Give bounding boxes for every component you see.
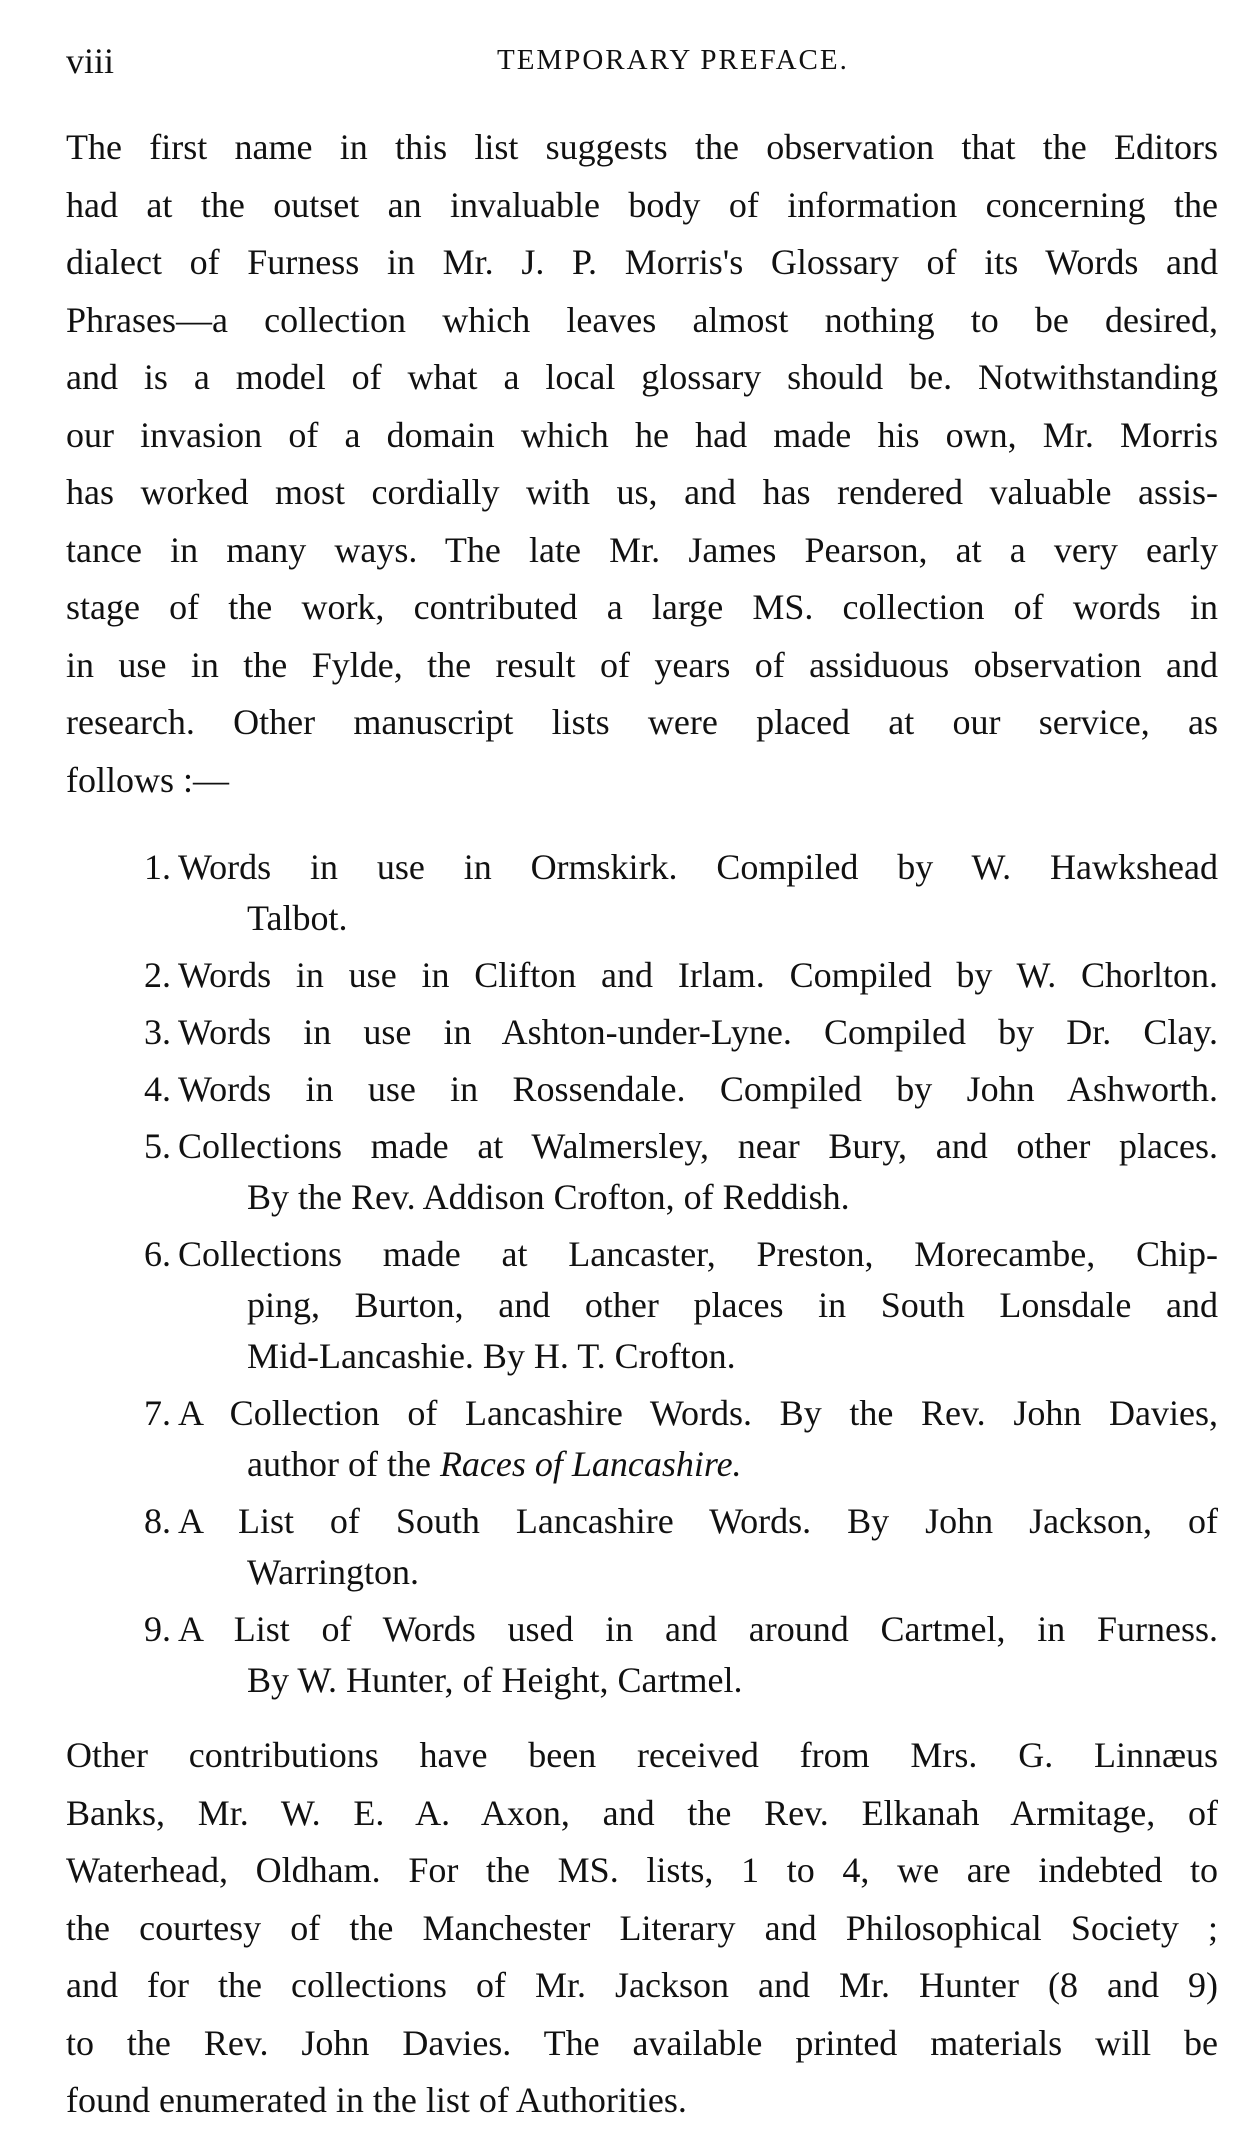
- text-line: Waterhead, Oldham. For the MS. lists, 1 to 4, we are indebted to: [66, 1850, 1218, 1890]
- text-line: the courtesy of the Manchester Literary and Philosophical Society ;: [66, 1907, 1218, 1948]
- list-line: Words in use in Ashton-under-Lyne. Compiled by Dr. Clay.: [178, 1012, 1218, 1052]
- list-line: A List of Words used in and around Cartmel, in Furness.: [178, 1609, 1218, 1649]
- text-line: our invasion of a domain which he had made his own, Mr. Morris: [66, 414, 1218, 455]
- list-line: By the Rev. Addison Crofton, of Reddish.: [247, 1177, 850, 1217]
- text-line: dialect of Furness in Mr. J. P. Morris's Glossary of its Words and: [66, 242, 1218, 282]
- list-number: 5.: [144, 1126, 171, 1166]
- text-line: research. Other manuscript lists were placed at our service, as: [66, 702, 1218, 742]
- text-line: and is a model of what a local glossary should be. Notwithstanding: [66, 357, 1218, 397]
- list-line: Words in use in Clifton and Irlam. Compiled by W. Chorlton.: [178, 955, 1218, 995]
- list-line-text: author of the: [247, 1444, 440, 1484]
- list-line: ping, Burton, and other places in South Lonsdale and: [247, 1285, 1218, 1325]
- text-line: follows :—: [66, 759, 230, 800]
- text-line: The first name in this list suggests the observation that the Editors: [66, 127, 1218, 167]
- list-item: [66, 1604, 1218, 1706]
- list-line: Collections made at Lancaster, Preston, Morecambe, Chip-: [178, 1234, 1218, 1274]
- list-line: Talbot.: [247, 898, 348, 938]
- list-item: [66, 1007, 1218, 1058]
- list-number: 1.: [144, 847, 171, 887]
- list-line: [247, 1439, 1218, 1490]
- text-line: tance in many ways. The late Mr. James Pearson, at a very early: [66, 529, 1218, 570]
- paragraph-intro: [66, 119, 1218, 809]
- list-number: 6.: [144, 1234, 171, 1274]
- text-line: and for the collections of Mr. Jackson and Mr. Hunter (8 and 9): [66, 1965, 1218, 2005]
- list-item: [66, 1121, 1218, 1223]
- list-item: [66, 1388, 1218, 1490]
- paragraph-acknowledgements: [66, 1727, 1218, 2130]
- text-line: in use in the Fylde, the result of years of assiduous observation and: [66, 644, 1218, 685]
- text-line: Phrases—a collection which leaves almost nothing to be desired,: [66, 299, 1218, 340]
- text-line: had at the outset an invaluable body of information concerning the: [66, 184, 1218, 225]
- list-item: [66, 950, 1218, 1001]
- list-number: 3.: [144, 1012, 171, 1052]
- manuscript-list: [66, 842, 1218, 1712]
- list-line: A Collection of Lancashire Words. By the Rev. John Davies,: [178, 1393, 1218, 1433]
- list-line: Collections made at Walmersley, near Bury, and other places.: [178, 1126, 1218, 1166]
- list-item: [66, 1229, 1218, 1382]
- text-line: Banks, Mr. W. E. A. Axon, and the Rev. Elkanah Armitage, of: [66, 1792, 1218, 1833]
- list-item: [66, 842, 1218, 944]
- list-item: [66, 1064, 1218, 1115]
- text-line: to the Rev. John Davies. The available printed materials will be: [66, 2022, 1218, 2063]
- list-item: [66, 1496, 1218, 1598]
- running-title: TEMPORARY PREFACE.: [497, 44, 849, 76]
- list-number: 9.: [144, 1609, 171, 1649]
- text-line: Other contributions have been received from Mrs. G. Linnæus: [66, 1735, 1218, 1775]
- list-line: By W. Hunter, of Height, Cartmel.: [247, 1660, 743, 1700]
- list-line: Words in use in Ormskirk. Compiled by W. Hawkshead: [178, 847, 1218, 887]
- list-line: Mid-Lancashie. By H. T. Crofton.: [247, 1336, 736, 1376]
- page-number: viii: [66, 41, 115, 81]
- book-title: Races of Lancashire.: [439, 1444, 742, 1484]
- list-number: 8.: [144, 1501, 171, 1541]
- list-number: 2.: [144, 955, 171, 995]
- list-number: 4.: [144, 1069, 171, 1109]
- list-line: Warrington.: [247, 1552, 420, 1592]
- list-number: 7.: [144, 1393, 171, 1433]
- text-line: stage of the work, contributed a large MS. collection of words in: [66, 587, 1218, 627]
- list-line: Words in use in Rossendale. Compiled by John Ashworth.: [178, 1069, 1218, 1109]
- text-line: found enumerated in the list of Authorities.: [66, 2080, 687, 2120]
- page-header: [66, 40, 1218, 86]
- list-line: A List of South Lancashire Words. By John Jackson, of: [178, 1501, 1218, 1541]
- text-line: has worked most cordially with us, and has rendered valuable assis-: [66, 472, 1218, 512]
